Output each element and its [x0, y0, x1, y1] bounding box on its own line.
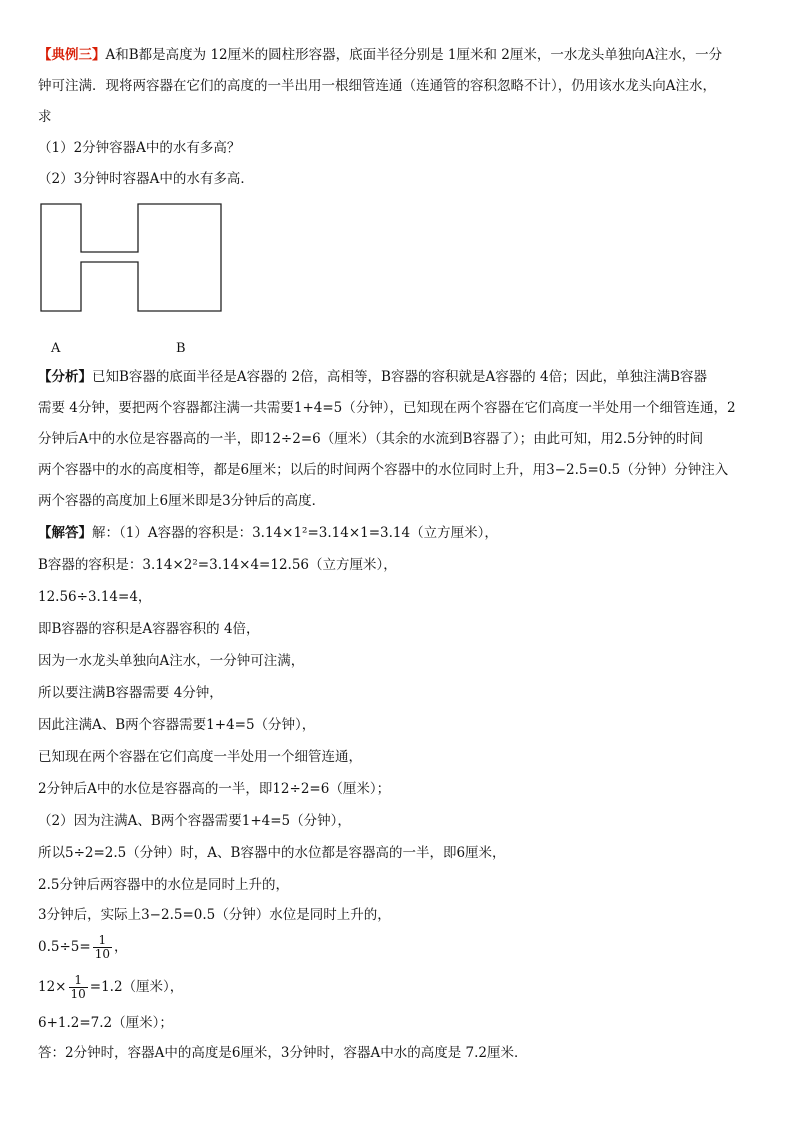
solution-line-12: 2.5分钟后两容器中的水位是同时上升的， [38, 877, 289, 893]
solution-line-9: 2分钟后A中的水位是容器高的一半，即12÷2=6（厘米）； [38, 781, 391, 797]
analysis-line-4: 两个容器中的水的高度相等，都是6厘米；以后的时间两个容器中的水位同时上升，用3−2.5=0.5（分钟）分钟注入 [38, 462, 729, 478]
fraction-2-numerator: 1 [69, 974, 88, 988]
analysis-line-1 [38, 368, 764, 386]
containers-outline [41, 204, 221, 311]
example-tag: 【典例三】 [38, 47, 106, 63]
fraction-2-denominator: 10 [70, 987, 86, 1001]
fraction-eq-2-post: =1.2（厘米）， [89, 979, 184, 995]
problem-intro-2: 钟可注满．现将两容器在它们的高度的一半出用一根细管连通（连通管的容积忽略不计），仍用该水龙头向A注水， [38, 78, 716, 94]
problem-line-1 [38, 46, 764, 64]
solution-line-10: （2）因为注满A、B两个容器需要1+4=5（分钟）， [38, 813, 351, 829]
container-a-label: A [51, 341, 61, 356]
solution-line-13: 3分钟后，实际上3−2.5=0.5（分钟）水位是同时上升的， [38, 907, 391, 923]
solution-line-2: B容器的容积是：3.14×2²=3.14×4=12.56（立方厘米）， [38, 557, 397, 573]
fraction-1-numerator: 1 [93, 934, 112, 948]
fraction-eq-2-pre: 12× [38, 979, 67, 995]
analysis-tag: 【分析】 [38, 369, 92, 385]
solution-line-16: 6+1.2=7.2（厘米）； [38, 1015, 173, 1031]
solution-text-1: 解：（1）A容器的容积是：3.14×1²=3.14×1=3.14（立方厘米）， [92, 525, 498, 541]
containers-diagram [38, 198, 228, 316]
solution-line-4: 即B容器的容积是A容器容积的 4倍， [38, 621, 260, 637]
answer-line: 答：2分钟时，容器A中的高度是6厘米，3分钟时，容器A中水的高度是 7.2厘米． [38, 1045, 528, 1061]
analysis-line-3: 分钟后A中的水位是容器高的一半，即12÷2=6（厘米）（其余的水流到B容器了）；由此可知，用2.5分钟的时间 [38, 431, 704, 447]
fraction-eq-1-post: ， [113, 939, 128, 955]
solution-line-8: 已知现在两个容器在它们高度一半处用一个细管连通， [38, 749, 362, 765]
question-1: （1）2分钟容器A中的水有多高？ [38, 140, 241, 156]
question-2: （2）3分钟时容器A中的水有多高． [38, 171, 254, 187]
solution-line-11: 所以5÷2=2.5（分钟）时，A、B容器中的水位都是容器高的一半，即6厘米， [38, 845, 506, 861]
analysis-line-5: 两个容器的高度加上6厘米即是3分钟后的高度． [38, 493, 326, 509]
fraction-one-tenth-1 [93, 934, 112, 961]
solution-line-7: 因此注满A、B两个容器需要1+4=5（分钟）， [38, 717, 316, 733]
solution-line-14 [38, 932, 764, 962]
fraction-1-denominator: 10 [94, 947, 110, 961]
solution-line-5: 因为一水龙头单独向A注水，一分钟可注满， [38, 653, 305, 669]
solution-line-3: 12.56÷3.14=4， [38, 589, 152, 605]
solution-tag: 【解答】 [38, 525, 92, 541]
solution-line-6: 所以要注满B容器需要 4分钟， [38, 685, 223, 701]
fraction-eq-1-pre: 0.5÷5= [38, 939, 91, 955]
solution-line-1 [38, 524, 764, 542]
analysis-line-2: 需要 4分钟，要把两个容器都注满一共需要1+4=5（分钟），已知现在两个容器在它们高度一半处用一个细管连通，2 [38, 400, 736, 416]
problem-intro-1: A和B都是高度为 12厘米的圆柱形容器，底面半径分别是 1厘米和 2厘米，一水龙头单独向A注水，一分 [105, 47, 723, 63]
fraction-one-tenth-2 [69, 974, 88, 1001]
analysis-text-1: 已知B容器的底面半径是A容器的 2倍，高相等，B容器的容积就是A容器的 4倍；因此，单独注满B容器 [92, 369, 708, 385]
container-b-label: B [176, 341, 186, 356]
solution-line-15 [38, 972, 764, 1002]
problem-intro-3: 求 [38, 109, 52, 125]
